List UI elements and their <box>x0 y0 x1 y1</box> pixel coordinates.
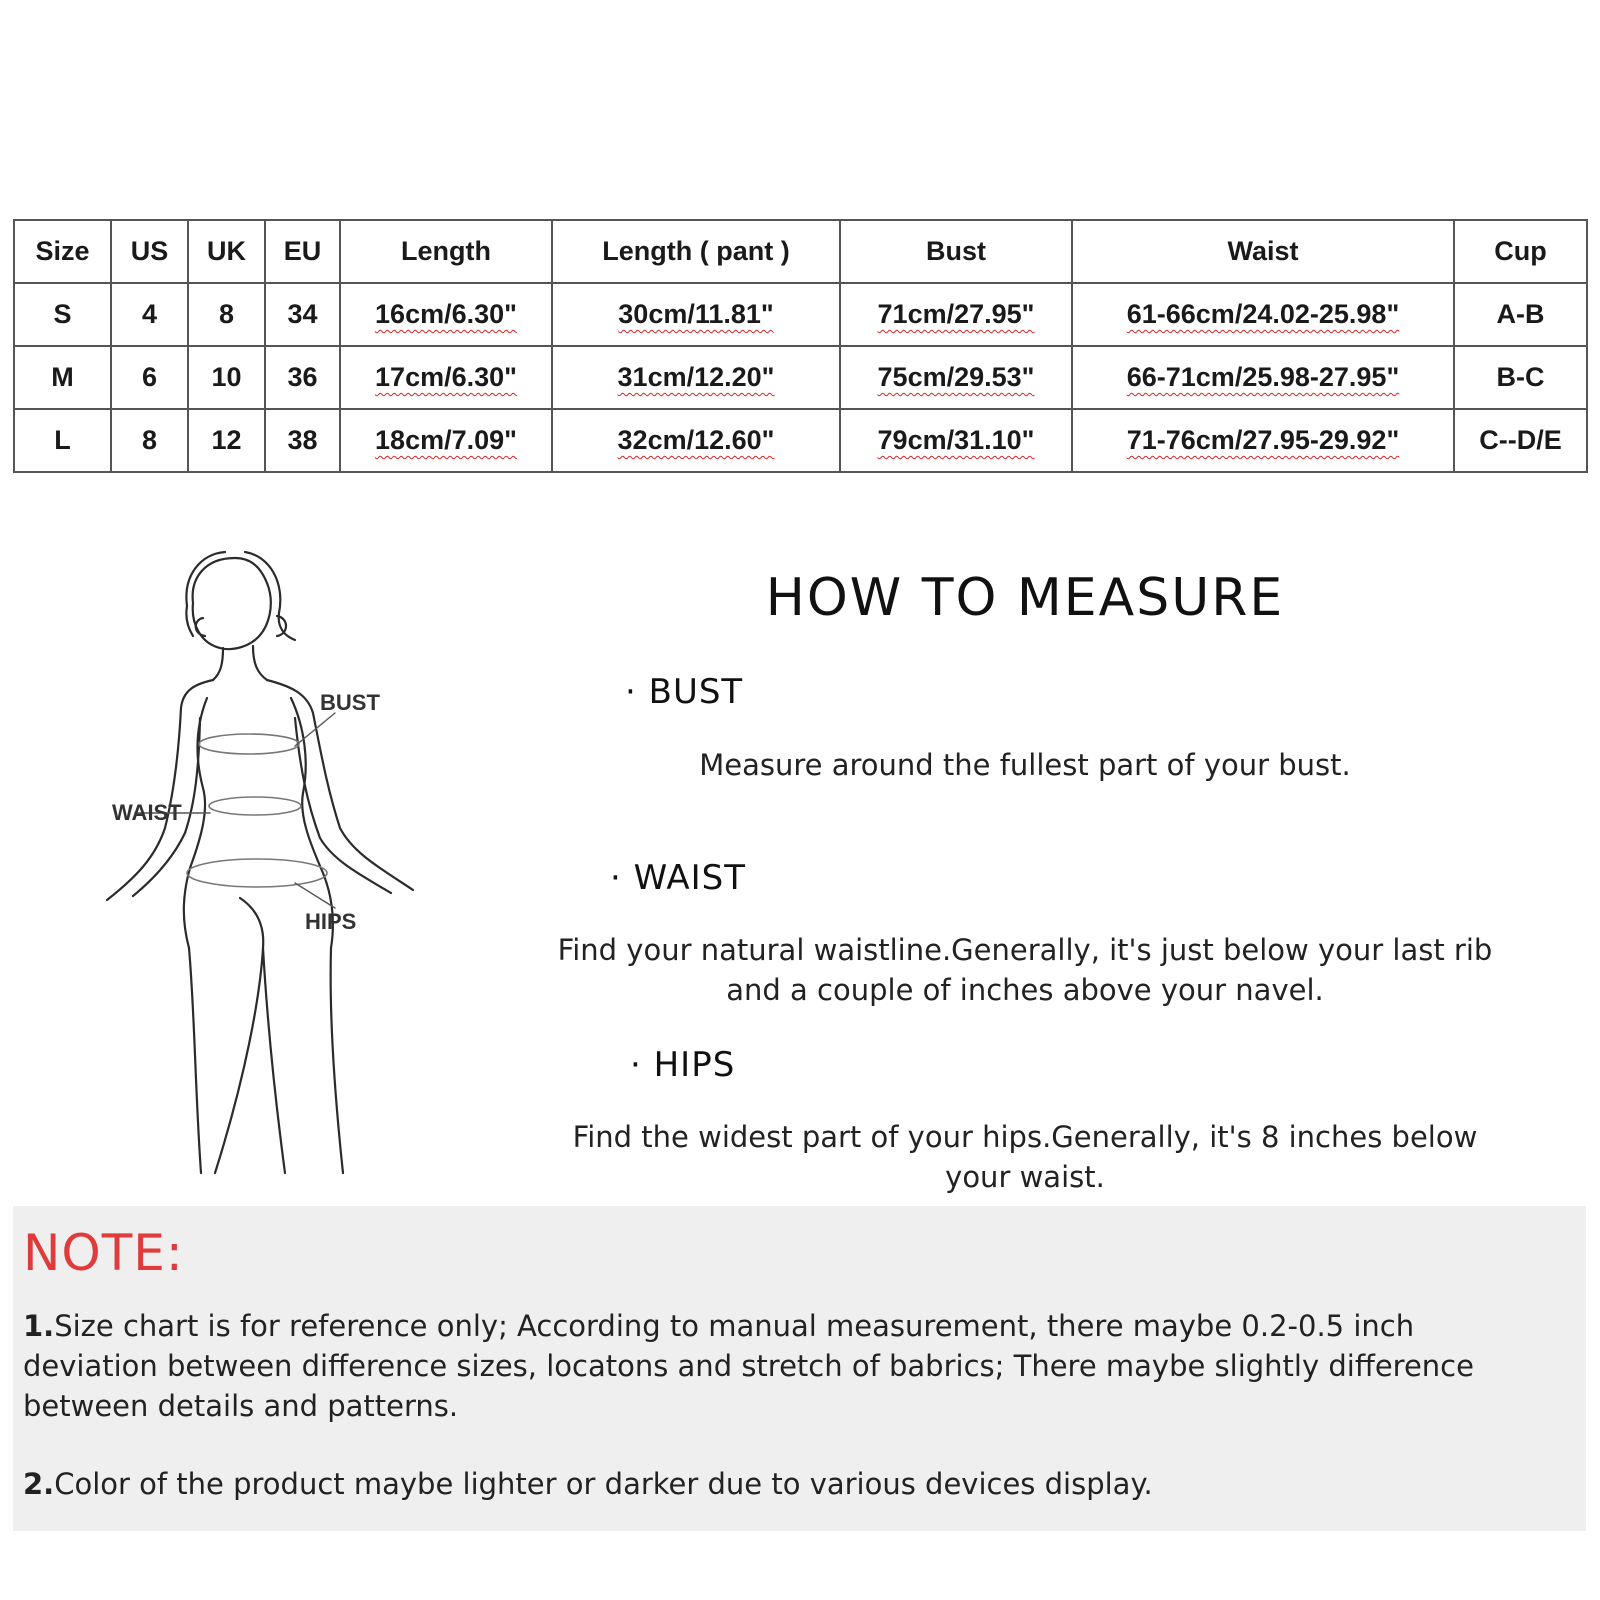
cell-eu: 36 <box>265 346 340 409</box>
bust-instruction: Measure around the fullest part of your bust. <box>699 748 1351 782</box>
cell-length <box>340 346 552 409</box>
leg-right-outer <box>331 948 343 1173</box>
table-row <box>14 346 1587 409</box>
note-item-1 <box>23 1306 1578 1426</box>
figure-label-bust: BUST <box>320 690 380 715</box>
hips-band <box>187 859 327 887</box>
note-item-1-text-line1: Size chart is for reference only; According to manual measurement, there maybe 0.2-0.5 inch <box>54 1309 1415 1343</box>
cell-cup: B-C <box>1454 346 1587 409</box>
note-item-1-number: 1. <box>23 1309 55 1343</box>
cell-us: 8 <box>111 409 188 472</box>
cell-bust-value: 75cm/29.53" <box>877 362 1035 392</box>
cell-size: L <box>14 409 111 472</box>
note-item-2 <box>23 1464 1578 1504</box>
cell-length-value: 16cm/6.30" <box>375 299 517 329</box>
note-item-1-line1 <box>23 1306 1578 1346</box>
note-item-1-line3: between details and patterns. <box>23 1389 459 1423</box>
header-length-pant: Length ( pant ) <box>552 220 840 283</box>
figure-label-waist: WAIST <box>112 800 182 825</box>
cell-uk: 10 <box>188 346 265 409</box>
leg-left-outer <box>189 948 201 1173</box>
table-row <box>14 283 1587 346</box>
cell-uk: 12 <box>188 409 265 472</box>
cell-bust-value: 71cm/27.95" <box>877 299 1035 329</box>
waist-heading: · WAIST <box>610 858 747 898</box>
note-item-1-line2: deviation between difference sizes, locatons and stretch of babrics; There maybe slightly difference <box>23 1349 1474 1383</box>
cell-waist <box>1072 346 1454 409</box>
hips-instruction-line1: Find the widest part of your hips.Generally, it's 8 inches below <box>572 1120 1478 1154</box>
waist-instruction-line1: Find your natural waistline.Generally, it's just below your last rib <box>557 933 1493 967</box>
cell-size: S <box>14 283 111 346</box>
note-title: NOTE: <box>23 1224 184 1282</box>
cell-cup: C--D/E <box>1454 409 1587 472</box>
cell-length-pant <box>552 283 840 346</box>
how-to-measure-title: HOW TO MEASURE <box>765 568 1285 628</box>
cell-length-pant <box>552 409 840 472</box>
neck-outline <box>213 646 267 680</box>
cell-length-pant-value: 31cm/12.20" <box>617 362 775 392</box>
cell-waist-value: 66-71cm/25.98-27.95" <box>1126 362 1400 392</box>
cell-length <box>340 409 552 472</box>
hair-outline <box>186 552 295 640</box>
cell-us: 6 <box>111 346 188 409</box>
bust-band <box>199 734 299 754</box>
waist-instruction-line2: and a couple of inches above your navel. <box>726 973 1324 1007</box>
cell-waist-value: 71-76cm/27.95-29.92" <box>1126 425 1400 455</box>
figure-label-hips: HIPS <box>305 909 357 934</box>
note-item-2-number: 2. <box>23 1467 55 1501</box>
waist-band <box>209 797 301 815</box>
cell-length-value: 18cm/7.09" <box>375 425 517 455</box>
cell-waist <box>1072 409 1454 472</box>
header-bust: Bust <box>840 220 1072 283</box>
note-box <box>13 1206 1586 1531</box>
cell-bust <box>840 409 1072 472</box>
cell-bust-value: 79cm/31.10" <box>877 425 1035 455</box>
cell-length-pant-value: 32cm/12.60" <box>617 425 775 455</box>
leg-inner <box>215 898 285 1173</box>
cell-waist <box>1072 283 1454 346</box>
cell-length-pant <box>552 346 840 409</box>
cell-length-pant-value: 30cm/11.81" <box>618 299 774 329</box>
cell-cup: A-B <box>1454 283 1587 346</box>
cell-uk: 8 <box>188 283 265 346</box>
cell-bust <box>840 346 1072 409</box>
arm-left <box>107 680 213 900</box>
header-waist: Waist <box>1072 220 1454 283</box>
header-us: US <box>111 220 188 283</box>
header-cup: Cup <box>1454 220 1587 283</box>
header-eu: EU <box>265 220 340 283</box>
header-size: Size <box>14 220 111 283</box>
cell-waist-value: 61-66cm/24.02-25.98" <box>1126 299 1400 329</box>
cell-us: 4 <box>111 283 188 346</box>
cell-eu: 38 <box>265 409 340 472</box>
table-row <box>14 409 1587 472</box>
size-chart-table <box>13 219 1588 473</box>
note-item-2-text: Color of the product maybe lighter or darker due to various devices display. <box>54 1467 1153 1501</box>
hips-instruction-line2: your waist. <box>945 1160 1105 1194</box>
cell-size: M <box>14 346 111 409</box>
cell-bust <box>840 283 1072 346</box>
table-header-row <box>14 220 1587 283</box>
body-measurement-figure <box>95 548 455 1198</box>
header-uk: UK <box>188 220 265 283</box>
header-length: Length <box>340 220 552 283</box>
cell-length <box>340 283 552 346</box>
bust-heading: · BUST <box>625 672 744 712</box>
cell-eu: 34 <box>265 283 340 346</box>
cell-length-value: 17cm/6.30" <box>375 362 517 392</box>
hips-heading: · HIPS <box>630 1045 736 1085</box>
